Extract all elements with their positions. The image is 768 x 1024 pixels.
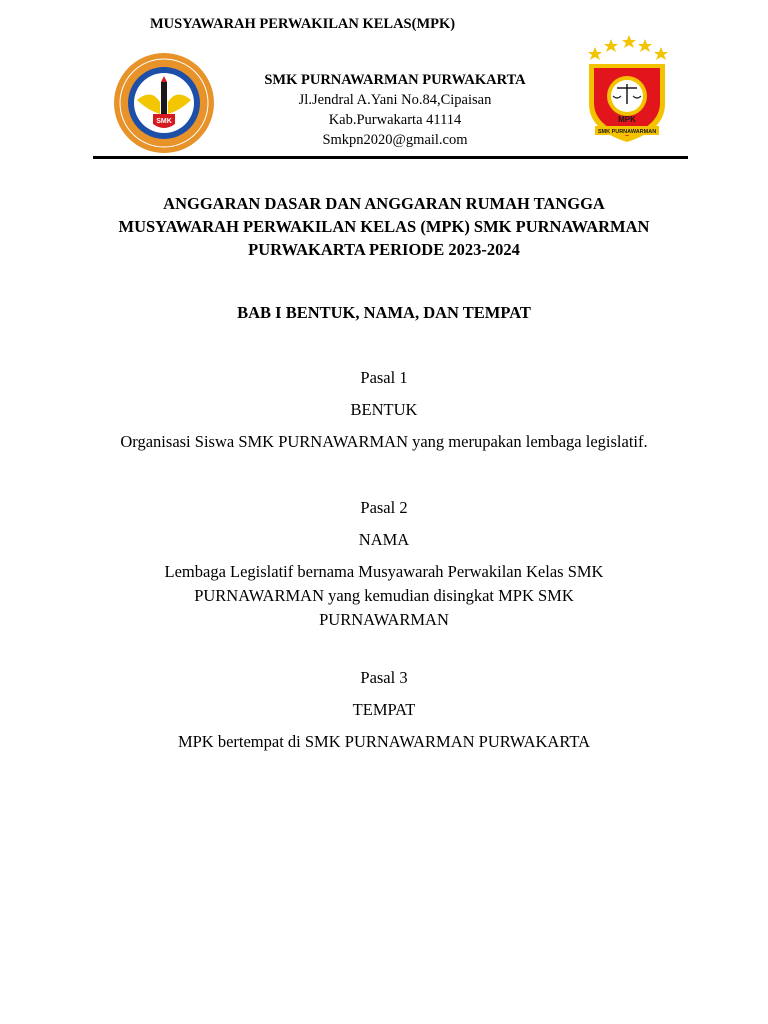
article-3-body: MPK bertempat di SMK PURNAWARMAN PURWAKARTA bbox=[177, 732, 591, 751]
mpk-logo bbox=[583, 34, 671, 146]
article-1-heading: BENTUK bbox=[350, 400, 418, 419]
school-logo-emblem bbox=[113, 52, 215, 154]
star-icon bbox=[588, 35, 668, 60]
article-3-number: Pasal 3 bbox=[360, 668, 408, 687]
article-2-heading: NAMA bbox=[358, 530, 410, 549]
school-logo bbox=[113, 52, 215, 154]
article-2-body-line-1: Lembaga Legislatif bernama Musyawarah Perwakilan Kelas SMK bbox=[164, 562, 604, 581]
title-line-1: ANGGARAN DASAR DAN ANGGARAN RUMAH TANGGA bbox=[163, 194, 605, 213]
article-2-number: Pasal 2 bbox=[360, 498, 408, 517]
school-info bbox=[230, 70, 560, 150]
article-2-body-line-3: PURNAWARMAN bbox=[319, 610, 449, 629]
email-address: Smkpn2020@gmail.com bbox=[322, 132, 468, 148]
mpk-badge-text: MPK bbox=[618, 115, 636, 124]
article-2-body-line-2: PURNAWARMAN yang kemudian disingkat MPK SMK bbox=[194, 586, 574, 605]
header-divider bbox=[93, 156, 688, 159]
mpk-ribbon-text: SMK PURNAWARMAN bbox=[597, 129, 657, 135]
address-line-1: Jl.Jendral A.Yani No.84,Cipaisan bbox=[298, 92, 492, 108]
article-1-body: Organisasi Siswa SMK PURNAWARMAN yang merupakan lembaga legislatif. bbox=[120, 432, 648, 451]
article-1-number: Pasal 1 bbox=[360, 368, 408, 387]
chapter-heading: BAB I BENTUK, NAMA, DAN TEMPAT bbox=[237, 303, 531, 322]
title-line-2: MUSYAWARAH PERWAKILAN KELAS (MPK) SMK PURNAWARMAN bbox=[118, 217, 650, 236]
mpk-logo-emblem bbox=[583, 34, 671, 146]
document-title bbox=[84, 192, 684, 261]
school-name: SMK PURNAWARMAN PURWAKARTA bbox=[264, 72, 526, 88]
address-line-2: Kab.Purwakarta 41114 bbox=[328, 112, 462, 128]
article-3-heading: TEMPAT bbox=[352, 700, 416, 719]
title-line-3: PURWAKARTA PERIODE 2023-2024 bbox=[248, 240, 520, 259]
organization-title: MUSYAWARAH PERWAKILAN KELAS(MPK) bbox=[150, 16, 456, 32]
school-logo-letters: SMK bbox=[156, 118, 172, 125]
